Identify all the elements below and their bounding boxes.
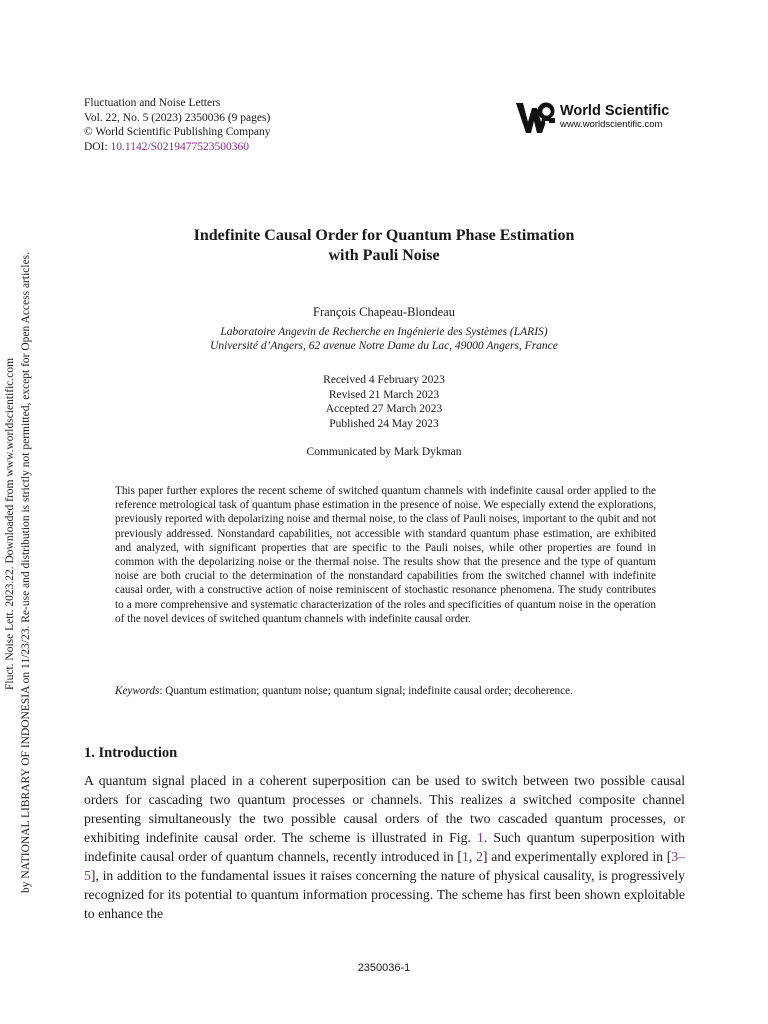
download-notice-line-2: by NATIONAL LIBRARY OF INDONESIA on 11/23/23. Re-use and distribution is strictly not permitted, except for Open Access articles. [20,251,32,893]
title-line-2: with Pauli Noise [328,247,440,264]
page-number: 2350036-1 [357,962,411,974]
intro-text-5: ], in addition to the fundamental issues it raises concerning the nature of physical causality, is progressively recognized for its potential to quantum information processing. The scheme has first been shown exploitable to enhance the [84,868,685,921]
affiliation-line-1: Laboratoire Angevin de Recherche en Ingénierie des Systèmes (LARIS) [220,326,548,338]
keywords-list: : Quantum estimation; quantum noise; quantum signal; indefinite causal order; decoherence. [159,685,573,697]
date-received: Received 4 February 2023 [323,374,445,386]
intro-text-3: , [468,849,477,864]
world-scientific-logo-icon [515,100,557,134]
journal-doi [84,140,270,155]
date-published: Published 24 May 2023 [329,417,439,430]
download-notice [0,0,46,1024]
article-dates [84,373,684,431]
journal-copyright: © World Scientific Publishing Company [84,126,271,138]
date-accepted: Accepted 27 March 2023 [325,403,443,415]
article-title [84,226,684,266]
figure-ref-link[interactable]: 1 [476,830,484,845]
download-notice-line-1: Fluct. Noise Lett. 2023.22. Downloaded from www.worldscientific.com [4,357,16,690]
journal-volume: Vol. 22, No. 5 (2023) 2350036 (9 pages) [84,111,271,124]
introduction-paragraph [84,771,685,923]
doi-label: DOI: [84,140,108,153]
author-name: François Chapeau-Blondeau [313,305,455,319]
affiliation-line-2: Université d’Angers, 62 avenue Notre Dame du Lac, 49000 Angers, France [210,340,558,352]
intro-text-1: A quantum signal placed in a coherent superposition can be used to switch between two possible causal orders for cascading two quantum processes or channels. This realizes a switched composite channel presenting simultaneously the two possible causal orders of the two cascaded quantum processes, or exhibiting indefinite causal order. The scheme is illustrated in Fig. [84,773,685,845]
communicated-by: Communicated by Mark Dykman [306,446,462,458]
citation-link-3-5[interactable]: 3–5 [84,849,686,883]
citation-link-1[interactable]: 1 [462,849,469,864]
doi-link[interactable]: 10.1142/S0219477523500360 [110,140,250,153]
intro-text-4: ] and experimentally explored in [ [482,849,672,864]
citation-link-2[interactable]: 2 [476,849,483,864]
author-affiliation [84,325,684,353]
publisher-url[interactable]: www.worldscientific.com [560,119,663,130]
date-revised: Revised 21 March 2023 [328,388,440,401]
publisher-branding [515,100,669,134]
journal-info [84,96,270,154]
keywords [115,684,656,698]
journal-name: Fluctuation and Noise Letters [84,97,221,109]
title-line-1: Indefinite Causal Order for Quantum Phase Estimation [193,227,575,244]
abstract-text: This paper further explores the recent scheme of switched quantum channels with indefinite causal order applied to the reference metrological task of quantum phase estimation in the presence of noise. We especially extend the explorations, previously reported with depolarizing noise and thermal noise, to the class of Pauli noises, important to the qubit and not previously addressed. Nonstandard capabilities, not accessible with standard quantum phase estimation, are exhibited and analyzed, with significant properties that are specific to the Pauli noises, while other properties are found in common with the depolarizing noise or the thermal noise. The results show that the presence and the type of quantum noise are both crucial to the determination of the nonstandard capabilities from the switched channel with indefinite causal order, with a constructive action of noise reminiscent of stochastic resonance phenomena. The study contributes to a more comprehensive and systematic characterization of the roles and specificities of quantum noise in the operation of the novel devices of switched quantum channels with indefinite causal order. [115,485,656,625]
keywords-label: Keywords [115,685,160,697]
intro-text-2: . Such quantum superposition with indefinite causal order of quantum channels, recently introduced in [ [84,830,685,864]
publisher-name: World Scientific [560,103,670,119]
section-heading-introduction: 1. Introduction [84,745,178,761]
publisher-text [560,103,669,131]
